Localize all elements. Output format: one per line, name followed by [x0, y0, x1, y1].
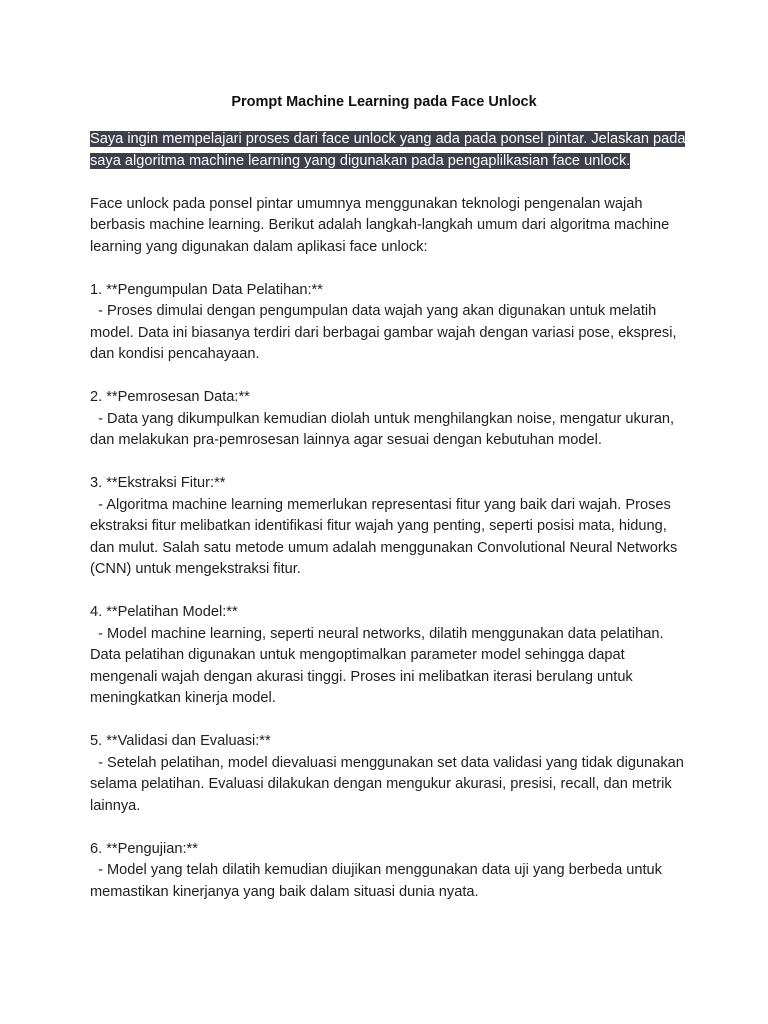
step-body: - Algoritma machine learning memerlukan representasi fitur yang baik dari wajah. Proses ekstraksi fitur melibatkan identifikasi fitur wajah yang penting, seperti posisi mata, hidung, dan mulut. Salah satu metode umum adalah menggunakan Convolutional Neural Networks (CNN) untuk mengekstraksi fitur. [90, 496, 678, 577]
step-section [90, 387, 690, 452]
step-section [90, 839, 690, 904]
step-section [90, 473, 690, 581]
step-section [90, 602, 690, 710]
step-heading: 3. **Ekstraksi Fitur:** [90, 475, 226, 491]
step-body: - Model yang telah dilatih kemudian diujikan menggunakan data uji yang berbeda untuk memastikan kinerjanya yang baik dalam situasi dunia nyata. [90, 862, 662, 900]
highlighted-prompt [90, 129, 690, 172]
step-heading: 4. **Pelatihan Model:** [90, 604, 238, 620]
step-body: - Data yang dikumpulkan kemudian diolah untuk menghilangkan noise, mengatur ukuran, dan melakukan pra-pemrosesan lainnya agar sesuai dengan kebutuhan model. [90, 410, 675, 448]
step-heading: 6. **Pengujian:** [90, 840, 198, 857]
intro-paragraph: Face unlock pada ponsel pintar umumnya menggunakan teknologi pengenalan wajah berbasis machine learning. Berikut adalah langkah-langkah umum dari algoritma machine learning yang digunakan dalam aplikasi face unlock: [90, 195, 670, 255]
step-heading: 5. **Validasi dan Evaluasi:** [90, 733, 271, 749]
step-body: - Setelah pelatihan, model dievaluasi menggunakan set data validasi yang tidak digunakan selama pelatihan. Evaluasi dilakukan dengan mengukur akurasi, presisi, recall, dan metrik lainnya. [90, 754, 684, 814]
step-section [90, 280, 690, 366]
prompt-text: Saya ingin mempelajari proses dari face unlock yang ada pada ponsel pintar. Jelaskan pada saya algoritma machine learning yang digunakan pada pengaplilkasian face unlock. [90, 131, 686, 169]
step-body: - Model machine learning, seperti neural networks, dilatih menggunakan data pelatihan. Data pelatihan digunakan untuk mengoptimalkan parameter model sehingga dapat mengenali wajah dengan akurasi tinggi. Proses ini melibatkan iterasi berulang untuk meningkatkan kinerja model. [90, 625, 664, 706]
step-heading: 2. **Pemrosesan Data:** [90, 389, 250, 405]
step-section [90, 731, 690, 817]
step-body: - Proses dimulai dengan pengumpulan data wajah yang akan digunakan untuk melatih model. Data ini biasanya terdiri dari berbagai gambar wajah dengan variasi pose, ekspresi, dan kondisi pencahayaan. [90, 303, 677, 362]
document-body [90, 129, 690, 925]
step-heading: 1. **Pengumpulan Data Pelatihan:** [90, 281, 323, 298]
document-title: Prompt Machine Learning pada Face Unlock [231, 94, 537, 110]
